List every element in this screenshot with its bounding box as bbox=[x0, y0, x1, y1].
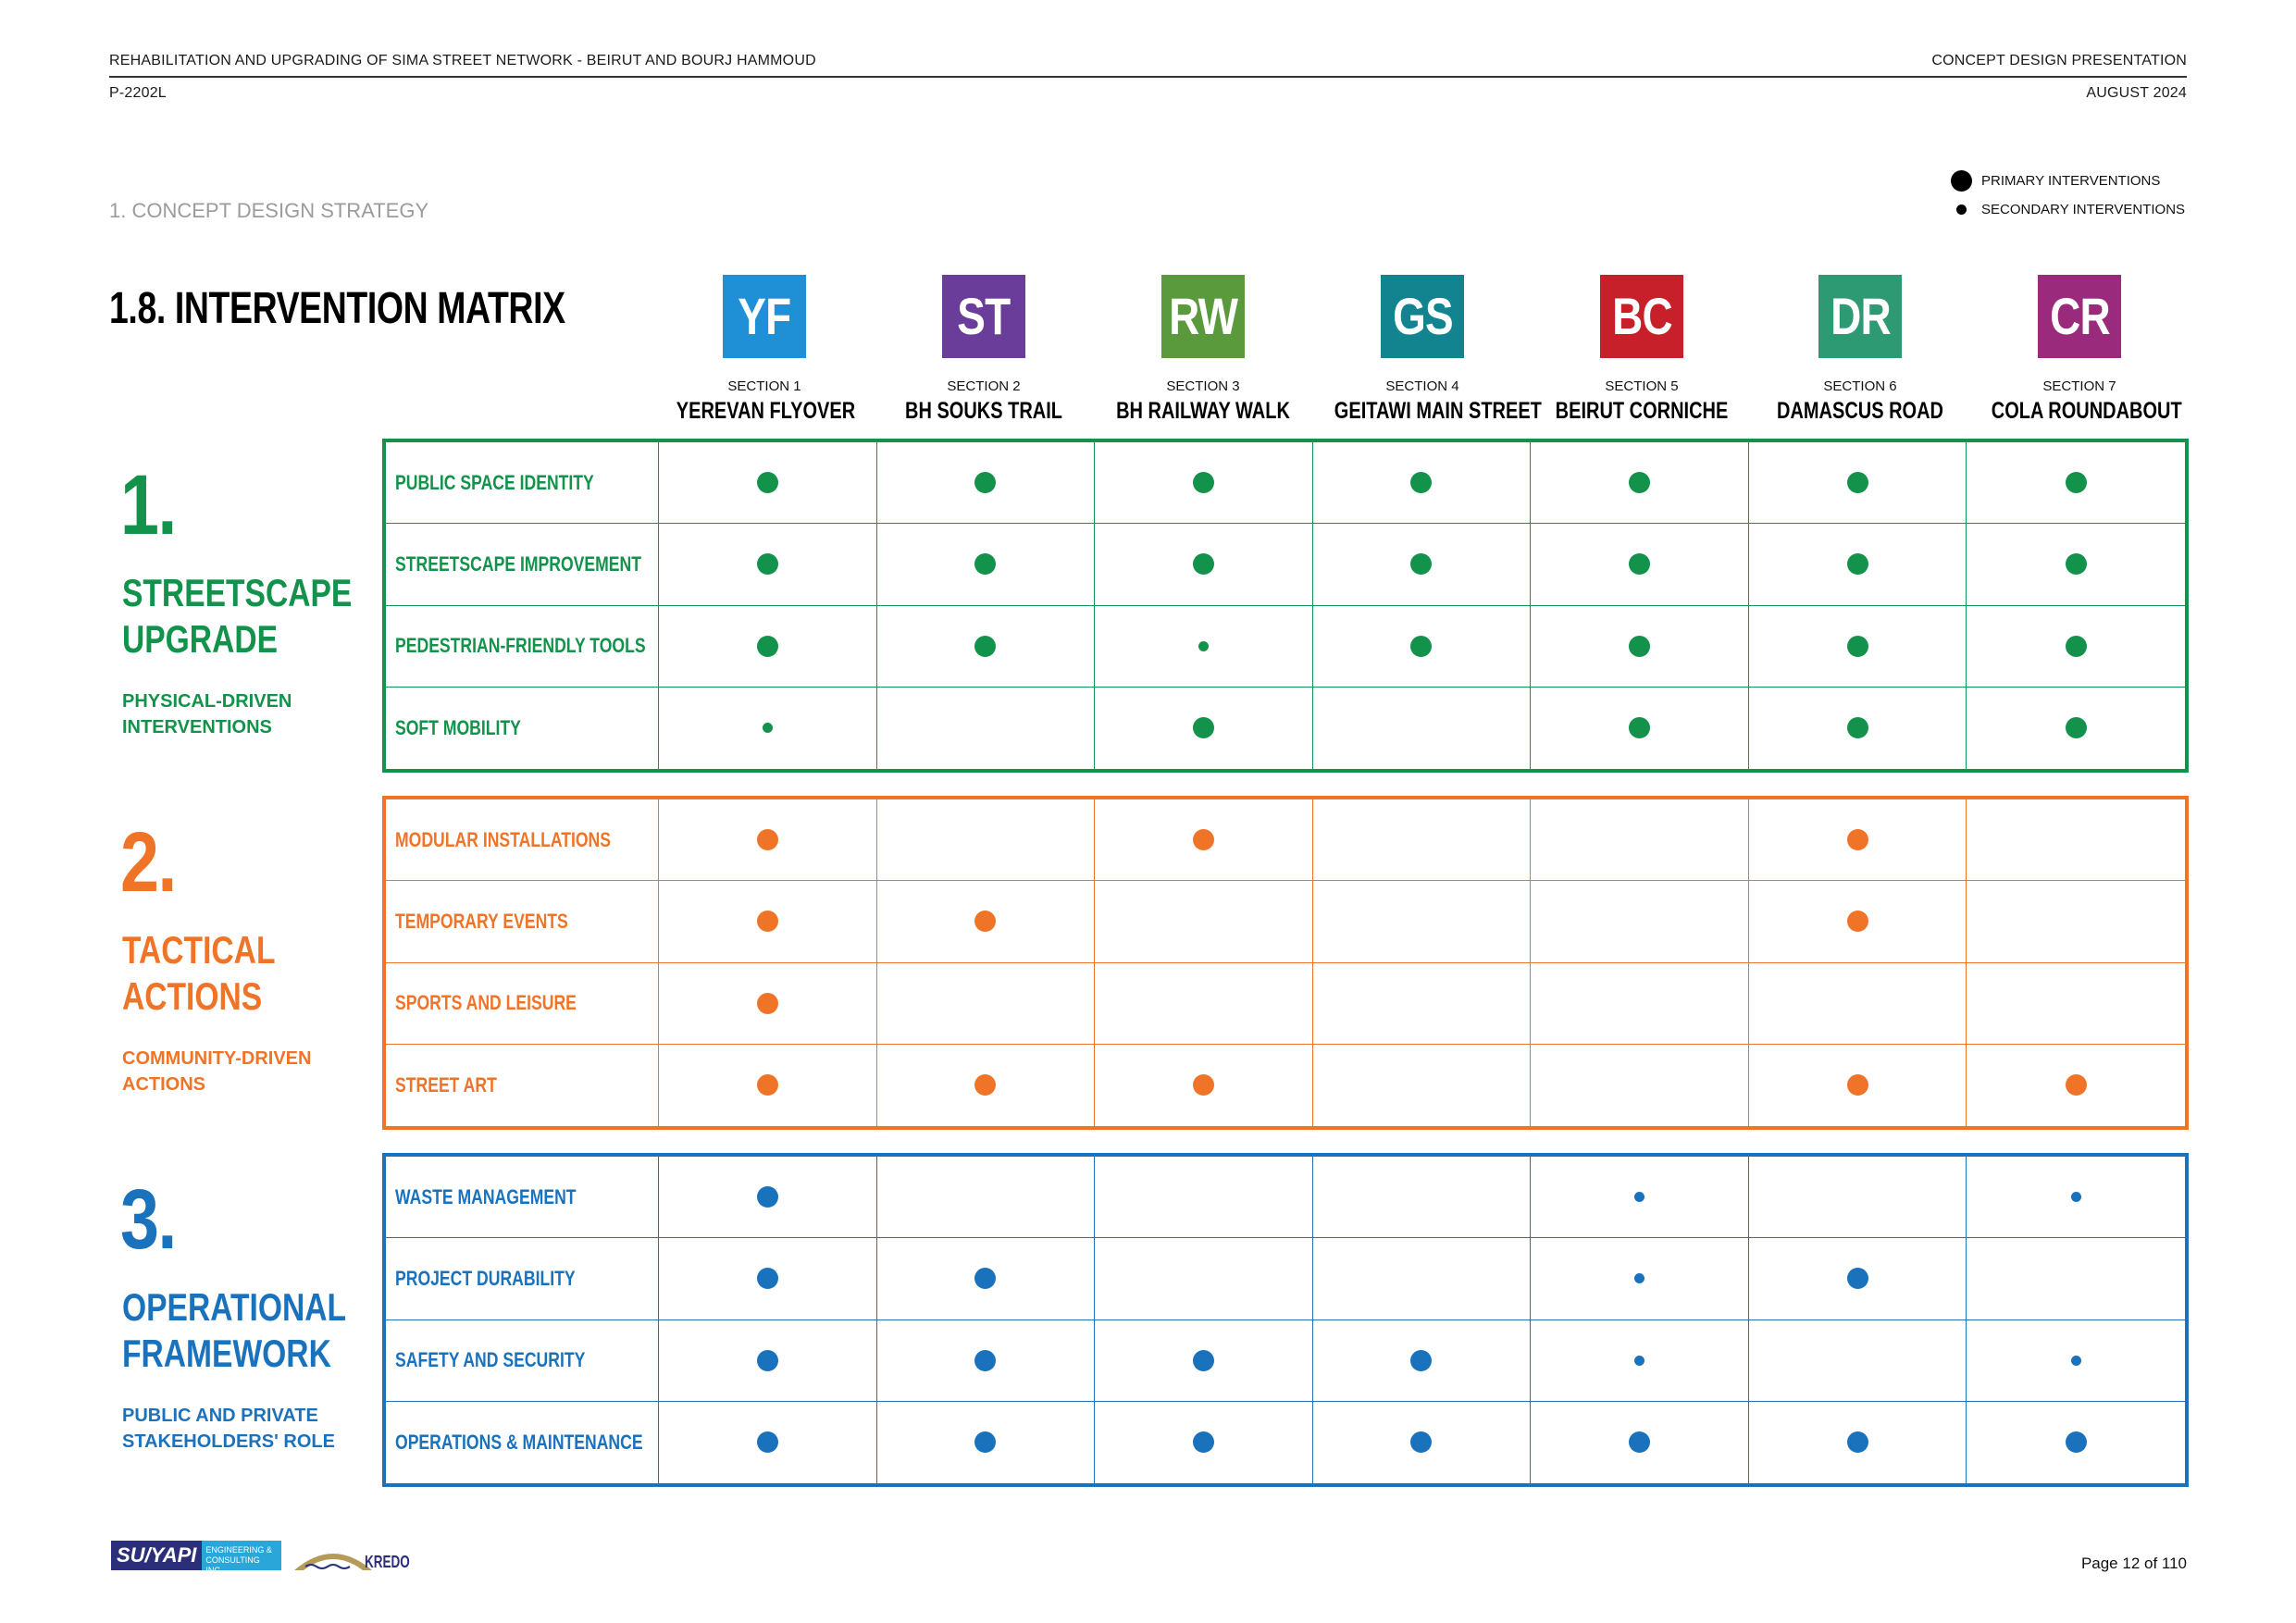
primary-intervention-dot bbox=[757, 993, 778, 1014]
matrix-cell bbox=[1531, 688, 1749, 769]
matrix-cell bbox=[877, 1402, 1096, 1483]
primary-intervention-dot bbox=[1193, 1350, 1214, 1371]
matrix-group-2 bbox=[382, 796, 2189, 1130]
matrix-cell bbox=[1095, 1320, 1313, 1402]
primary-intervention-dot bbox=[1847, 1074, 1868, 1096]
secondary-dot-icon bbox=[1956, 204, 1967, 215]
column-header-gs bbox=[1312, 275, 1542, 425]
secondary-intervention-dot bbox=[763, 723, 773, 733]
primary-intervention-dot bbox=[1629, 472, 1650, 493]
primary-intervention-dot bbox=[1847, 636, 1868, 657]
matrix-cell bbox=[1749, 606, 1967, 688]
matrix-cell bbox=[1967, 1157, 2185, 1238]
section-name: GEITAWI MAIN STREET bbox=[1334, 398, 1542, 424]
section-name: BEIRUT CORNICHE bbox=[1555, 398, 1729, 424]
matrix-cell bbox=[1531, 1402, 1749, 1483]
primary-intervention-dot bbox=[2066, 717, 2087, 738]
primary-intervention-dot bbox=[1847, 1268, 1868, 1289]
section-number: SECTION 3 bbox=[1166, 378, 1240, 394]
matrix-cell bbox=[1095, 1045, 1313, 1126]
kredo-logo bbox=[292, 1539, 425, 1572]
primary-intervention-dot bbox=[2066, 553, 2087, 575]
group-number: 1. bbox=[120, 458, 176, 552]
matrix-cell bbox=[1531, 1157, 1749, 1238]
primary-intervention-dot bbox=[974, 636, 996, 657]
primary-intervention-dot bbox=[757, 1431, 778, 1453]
matrix-cell bbox=[877, 963, 1096, 1045]
matrix-cell bbox=[1313, 524, 1532, 605]
matrix-cell bbox=[659, 1402, 877, 1483]
suyapi-logo-name: SU/YAPI bbox=[111, 1541, 202, 1570]
primary-intervention-dot bbox=[1410, 553, 1432, 575]
row-label: SOFT MOBILITY bbox=[386, 688, 659, 769]
legend bbox=[1948, 167, 2185, 224]
matrix-cell bbox=[1749, 963, 1967, 1045]
matrix-cell bbox=[1749, 1157, 1967, 1238]
presentation-date: AUGUST 2024 bbox=[2086, 85, 2187, 101]
matrix-cell bbox=[659, 442, 877, 524]
primary-intervention-dot bbox=[1847, 911, 1868, 932]
column-header-bc bbox=[1532, 275, 1752, 425]
matrix-cell bbox=[1313, 881, 1532, 962]
row-label: PEDESTRIAN-FRIENDLY TOOLS bbox=[386, 606, 659, 688]
section-number: SECTION 2 bbox=[947, 378, 1021, 394]
matrix-cell bbox=[1967, 442, 2185, 524]
matrix-cell bbox=[1313, 442, 1532, 524]
primary-intervention-dot bbox=[2066, 636, 2087, 657]
row-label: PUBLIC SPACE IDENTITY bbox=[386, 442, 659, 524]
row-label: MODULAR INSTALLATIONS bbox=[386, 799, 659, 881]
secondary-intervention-dot bbox=[2071, 1192, 2081, 1202]
matrix-cell bbox=[1531, 1320, 1749, 1402]
row-label: STREET ART bbox=[386, 1045, 659, 1126]
section-name: YEREVAN FLYOVER bbox=[676, 398, 856, 424]
group-title bbox=[122, 927, 275, 1020]
row-label: PROJECT DURABILITY bbox=[386, 1238, 659, 1319]
primary-intervention-dot bbox=[1847, 553, 1868, 575]
matrix-cell bbox=[1313, 1238, 1532, 1319]
group-title-line: FRAMEWORK bbox=[122, 1332, 331, 1375]
group-title-line: TACTICAL bbox=[122, 928, 276, 972]
matrix-cell bbox=[1313, 799, 1532, 881]
matrix-cell bbox=[659, 1320, 877, 1402]
primary-intervention-dot bbox=[1847, 1431, 1868, 1453]
matrix-cell bbox=[877, 1238, 1096, 1319]
matrix-cell bbox=[1967, 881, 2185, 962]
legend-secondary bbox=[1948, 195, 2185, 224]
section-code-badge: GS bbox=[1381, 275, 1464, 358]
suyapi-logo-tagline: ENGINEERING & CONSULTING INC. bbox=[202, 1541, 281, 1570]
matrix-cell bbox=[1967, 524, 2185, 605]
group-title-line: UPGRADE bbox=[122, 617, 279, 661]
matrix-cell bbox=[1531, 963, 1749, 1045]
matrix-cell bbox=[1531, 524, 1749, 605]
matrix-cell bbox=[1967, 606, 2185, 688]
project-code: P-2202L bbox=[109, 85, 167, 101]
group-subtitle-line: PUBLIC AND PRIVATE bbox=[122, 1406, 318, 1426]
matrix-cell bbox=[1967, 1045, 2185, 1126]
group-subtitle bbox=[122, 1403, 335, 1455]
matrix-cell bbox=[1095, 1157, 1313, 1238]
matrix-cell bbox=[1313, 1320, 1532, 1402]
primary-intervention-dot bbox=[1410, 636, 1432, 657]
project-title: REHABILITATION AND UPGRADING OF SIMA STREET NETWORK - BEIRUT AND BOURJ HAMMOUD bbox=[109, 53, 816, 68]
kredo-arch-icon bbox=[292, 1542, 374, 1572]
primary-intervention-dot bbox=[1847, 472, 1868, 493]
kredo-logo-name: KREDO bbox=[365, 1553, 410, 1571]
column-header-st bbox=[874, 275, 1094, 425]
row-label: SAFETY AND SECURITY bbox=[386, 1320, 659, 1402]
matrix-cell bbox=[1095, 881, 1313, 962]
matrix-cell bbox=[1749, 524, 1967, 605]
matrix-cell bbox=[659, 881, 877, 962]
group-title bbox=[122, 570, 352, 663]
section-name: COLA ROUNDABOUT bbox=[1991, 398, 2182, 424]
primary-intervention-dot bbox=[757, 1268, 778, 1289]
matrix-cell bbox=[877, 524, 1096, 605]
column-header-rw bbox=[1093, 275, 1313, 425]
section-code-badge: BC bbox=[1600, 275, 1683, 358]
matrix-cell bbox=[877, 442, 1096, 524]
matrix-cell bbox=[1967, 799, 2185, 881]
section-number: SECTION 1 bbox=[727, 378, 801, 394]
matrix-cell bbox=[1313, 1402, 1532, 1483]
page-number: Page 12 of 110 bbox=[2080, 1555, 2187, 1572]
primary-intervention-dot bbox=[2066, 1431, 2087, 1453]
matrix-cell bbox=[1531, 881, 1749, 962]
matrix-cell bbox=[877, 799, 1096, 881]
primary-intervention-dot bbox=[1847, 717, 1868, 738]
group-subtitle-line: STAKEHOLDERS' ROLE bbox=[122, 1431, 335, 1452]
primary-intervention-dot bbox=[974, 553, 996, 575]
group-subtitle bbox=[122, 688, 292, 740]
primary-intervention-dot bbox=[1193, 1074, 1214, 1096]
section-code-badge: DR bbox=[1818, 275, 1902, 358]
matrix-group-1 bbox=[382, 439, 2189, 773]
primary-intervention-dot bbox=[1410, 1431, 1432, 1453]
primary-intervention-dot bbox=[2066, 472, 2087, 493]
section-code-badge: YF bbox=[723, 275, 806, 358]
group-number: 3. bbox=[120, 1172, 176, 1267]
section-code-badge: ST bbox=[942, 275, 1025, 358]
matrix-cell bbox=[1095, 963, 1313, 1045]
row-label: STREETSCAPE IMPROVEMENT bbox=[386, 524, 659, 605]
matrix-cell bbox=[1313, 963, 1532, 1045]
primary-intervention-dot bbox=[1629, 1431, 1650, 1453]
primary-intervention-dot bbox=[974, 1431, 996, 1453]
primary-intervention-dot bbox=[974, 911, 996, 932]
primary-intervention-dot bbox=[757, 911, 778, 932]
page-title: 1.8. INTERVENTION MATRIX bbox=[109, 284, 565, 333]
primary-intervention-dot bbox=[1193, 472, 1214, 493]
group-number: 2. bbox=[120, 815, 176, 910]
primary-intervention-dot bbox=[1193, 553, 1214, 575]
matrix-cell bbox=[659, 1238, 877, 1319]
matrix-cell bbox=[1749, 1402, 1967, 1483]
section-name: BH RAILWAY WALK bbox=[1116, 398, 1290, 424]
primary-intervention-dot bbox=[757, 1186, 778, 1208]
primary-intervention-dot bbox=[757, 553, 778, 575]
primary-intervention-dot bbox=[1847, 829, 1868, 850]
matrix-cell bbox=[1531, 1045, 1749, 1126]
matrix-cell bbox=[1749, 1238, 1967, 1319]
group-subtitle bbox=[122, 1046, 311, 1097]
group-title-line: OPERATIONAL bbox=[122, 1285, 347, 1329]
matrix-cell bbox=[1095, 1402, 1313, 1483]
group-subtitle-line: INTERVENTIONS bbox=[122, 717, 272, 737]
column-header-yf bbox=[654, 275, 875, 425]
primary-intervention-dot bbox=[757, 1074, 778, 1096]
secondary-intervention-dot bbox=[2071, 1356, 2081, 1366]
matrix-cell bbox=[877, 1320, 1096, 1402]
primary-intervention-dot bbox=[757, 829, 778, 850]
column-header-dr bbox=[1750, 275, 1970, 425]
secondary-intervention-dot bbox=[1198, 641, 1209, 651]
group-title-line: STREETSCAPE bbox=[122, 571, 353, 614]
matrix-cell bbox=[877, 1045, 1096, 1126]
primary-intervention-dot bbox=[1410, 472, 1432, 493]
section-number: SECTION 6 bbox=[1823, 378, 1897, 394]
section-number: SECTION 4 bbox=[1385, 378, 1459, 394]
group-subtitle-line: PHYSICAL-DRIVEN bbox=[122, 691, 292, 712]
primary-intervention-dot bbox=[2066, 1074, 2087, 1096]
group-title bbox=[122, 1284, 346, 1377]
section-name: DAMASCUS ROAD bbox=[1777, 398, 1943, 424]
matrix-cell bbox=[1095, 442, 1313, 524]
secondary-intervention-dot bbox=[1634, 1273, 1644, 1283]
matrix-cell bbox=[1967, 1238, 2185, 1319]
matrix-group-3 bbox=[382, 1153, 2189, 1487]
row-label: OPERATIONS & MAINTENANCE bbox=[386, 1402, 659, 1483]
matrix-cell bbox=[1749, 442, 1967, 524]
primary-intervention-dot bbox=[1193, 1431, 1214, 1453]
secondary-intervention-dot bbox=[1634, 1192, 1644, 1202]
primary-intervention-dot bbox=[974, 1268, 996, 1289]
matrix-cell bbox=[1531, 1238, 1749, 1319]
secondary-intervention-dot bbox=[1634, 1356, 1644, 1366]
matrix-cell bbox=[659, 524, 877, 605]
presentation-label: CONCEPT DESIGN PRESENTATION bbox=[1931, 53, 2187, 68]
matrix-cell bbox=[1313, 688, 1532, 769]
primary-intervention-dot bbox=[1193, 829, 1214, 850]
header-divider bbox=[109, 76, 2187, 78]
primary-intervention-dot bbox=[757, 472, 778, 493]
matrix-cell bbox=[1967, 1402, 2185, 1483]
matrix-cell bbox=[1313, 1157, 1532, 1238]
primary-intervention-dot bbox=[1629, 717, 1650, 738]
matrix-cell bbox=[1095, 524, 1313, 605]
section-code-badge: RW bbox=[1161, 275, 1245, 358]
matrix-cell bbox=[1095, 799, 1313, 881]
matrix-cell bbox=[1967, 688, 2185, 769]
matrix-cell bbox=[1095, 1238, 1313, 1319]
matrix-cell bbox=[1749, 799, 1967, 881]
section-label: 1. CONCEPT DESIGN STRATEGY bbox=[109, 199, 429, 222]
matrix-cell bbox=[1967, 1320, 2185, 1402]
primary-intervention-dot bbox=[974, 1350, 996, 1371]
matrix-cell bbox=[659, 963, 877, 1045]
matrix-cell bbox=[1531, 442, 1749, 524]
matrix-cell bbox=[1531, 799, 1749, 881]
section-number: SECTION 5 bbox=[1605, 378, 1679, 394]
suyapi-logo bbox=[111, 1541, 281, 1575]
group-title-line: ACTIONS bbox=[122, 974, 263, 1018]
row-label: SPORTS AND LEISURE bbox=[386, 963, 659, 1045]
primary-intervention-dot bbox=[757, 1350, 778, 1371]
group-subtitle-line: ACTIONS bbox=[122, 1074, 205, 1095]
matrix-cell bbox=[877, 1157, 1096, 1238]
legend-primary-label: PRIMARY INTERVENTIONS bbox=[1981, 173, 2161, 189]
primary-intervention-dot bbox=[974, 1074, 996, 1096]
matrix-cell bbox=[1095, 688, 1313, 769]
matrix-cell bbox=[1749, 881, 1967, 962]
matrix-cell bbox=[1313, 1045, 1532, 1126]
section-name: BH SOUKS TRAIL bbox=[905, 398, 1062, 424]
matrix-cell bbox=[1531, 606, 1749, 688]
matrix-cell bbox=[1313, 606, 1532, 688]
legend-primary bbox=[1948, 167, 2185, 195]
section-code-badge: CR bbox=[2038, 275, 2121, 358]
matrix-cell bbox=[1749, 688, 1967, 769]
matrix-cell bbox=[877, 688, 1096, 769]
row-label: WASTE MANAGEMENT bbox=[386, 1157, 659, 1238]
legend-secondary-label: SECONDARY INTERVENTIONS bbox=[1981, 202, 2186, 217]
matrix-cell bbox=[659, 1045, 877, 1126]
group-subtitle-line: COMMUNITY-DRIVEN bbox=[122, 1048, 312, 1069]
matrix-cell bbox=[1749, 1045, 1967, 1126]
matrix-cell bbox=[659, 606, 877, 688]
primary-intervention-dot bbox=[1629, 636, 1650, 657]
matrix-cell bbox=[659, 799, 877, 881]
section-number: SECTION 7 bbox=[2042, 378, 2116, 394]
matrix-cell bbox=[1095, 606, 1313, 688]
matrix-cell bbox=[877, 606, 1096, 688]
matrix-cell bbox=[1967, 963, 2185, 1045]
primary-intervention-dot bbox=[757, 636, 778, 657]
row-label: TEMPORARY EVENTS bbox=[386, 881, 659, 962]
matrix-cell bbox=[659, 1157, 877, 1238]
primary-dot-icon bbox=[1951, 170, 1972, 192]
primary-intervention-dot bbox=[1193, 717, 1214, 738]
primary-intervention-dot bbox=[1629, 553, 1650, 575]
matrix-cell bbox=[1749, 1320, 1967, 1402]
matrix-cell bbox=[659, 688, 877, 769]
matrix-cell bbox=[877, 881, 1096, 962]
column-header-cr bbox=[1969, 275, 2190, 425]
primary-intervention-dot bbox=[974, 472, 996, 493]
primary-intervention-dot bbox=[1410, 1350, 1432, 1371]
